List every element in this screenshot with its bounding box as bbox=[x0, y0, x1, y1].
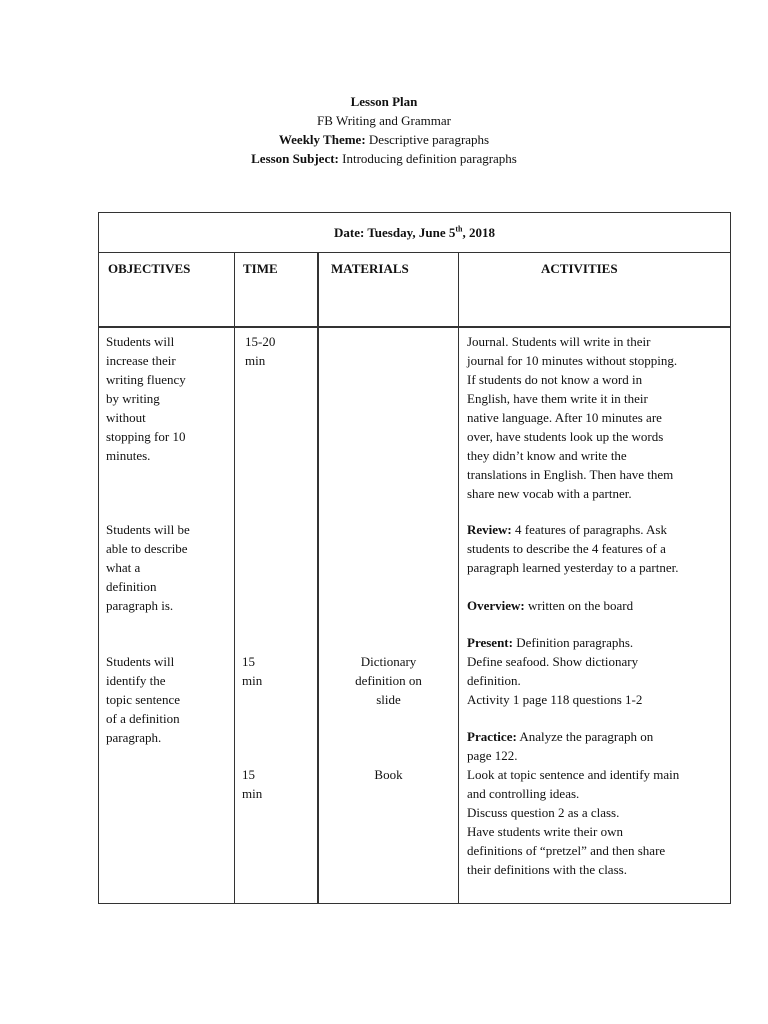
material-text: Book bbox=[374, 767, 403, 782]
column-divider bbox=[317, 253, 319, 903]
date-text: Date: Tuesday, June 5 bbox=[334, 225, 456, 240]
material-text: Dictionary definition on slide bbox=[355, 654, 422, 707]
present-text: Definition paragraphs. Define seafood. Show dictionary definition. Activity 1 page 118 questions 1-2 bbox=[467, 635, 643, 707]
objective-text: Students will identify the topic sentence of a definition paragraph. bbox=[106, 654, 180, 745]
header-divider bbox=[99, 326, 730, 328]
practice-label: Practice: bbox=[467, 729, 517, 744]
review-label: Review: bbox=[467, 522, 512, 537]
activity-journal: Journal. Students will write in their journal for 10 minutes without stopping. If students do not know a word in English, have them write it in their native language. After 10 minutes are over, have students look up the words they didn’t know and write the translations in English. Then have them share new vocab with a partner. bbox=[467, 334, 678, 501]
column-header-materials: MATERIALS bbox=[331, 261, 409, 276]
time-text: 15-20 min bbox=[245, 334, 276, 368]
objective-text: Students will be able to describe what a definition paragraph is. bbox=[106, 522, 190, 613]
present-label: Present: bbox=[467, 635, 513, 650]
activity-present bbox=[467, 633, 642, 709]
column-header-activities: ACTIVITIES bbox=[541, 261, 618, 276]
time-text: 15 min bbox=[242, 654, 263, 688]
date-superscript: th bbox=[455, 224, 463, 234]
activity-review bbox=[467, 520, 679, 577]
lesson-subject-value: Introducing definition paragraphs bbox=[342, 151, 517, 166]
course-name: FB Writing and Grammar bbox=[317, 113, 451, 128]
date-row bbox=[99, 213, 730, 253]
practice-text: Analyze the paragraph on page 122. Look at topic sentence and identify main and controlling ideas. Discuss question 2 as a class. Have students write their own definitions of “pretzel” and then share their definitions with the class. bbox=[467, 729, 680, 877]
document-header bbox=[0, 92, 768, 168]
weekly-theme-label: Weekly Theme: bbox=[278, 132, 366, 147]
overview-label: Overview: bbox=[467, 598, 525, 613]
activity-practice bbox=[467, 727, 679, 879]
column-divider bbox=[458, 253, 459, 903]
column-header-objectives: OBJECTIVES bbox=[108, 261, 191, 276]
activity-overview bbox=[467, 596, 633, 615]
date-year: , 2018 bbox=[462, 225, 495, 240]
column-header-time: TIME bbox=[243, 261, 278, 276]
weekly-theme bbox=[0, 130, 768, 149]
weekly-theme-value: Descriptive paragraphs bbox=[368, 132, 490, 147]
column-divider bbox=[234, 253, 235, 903]
lesson-subject bbox=[0, 149, 768, 168]
time-text: 15 min bbox=[242, 767, 263, 801]
overview-text: written on the board bbox=[524, 598, 634, 613]
review-text: 4 features of paragraphs. Ask students to describe the 4 features of a paragraph learned yesterday to a partner. bbox=[467, 522, 679, 575]
lesson-plan-table bbox=[98, 212, 731, 904]
document-title: Lesson Plan bbox=[350, 94, 418, 109]
lesson-subject-label: Lesson Subject: bbox=[251, 151, 339, 166]
objective-text: Students will increase their writing fluency by writing without stopping for 10 minutes. bbox=[106, 334, 186, 463]
